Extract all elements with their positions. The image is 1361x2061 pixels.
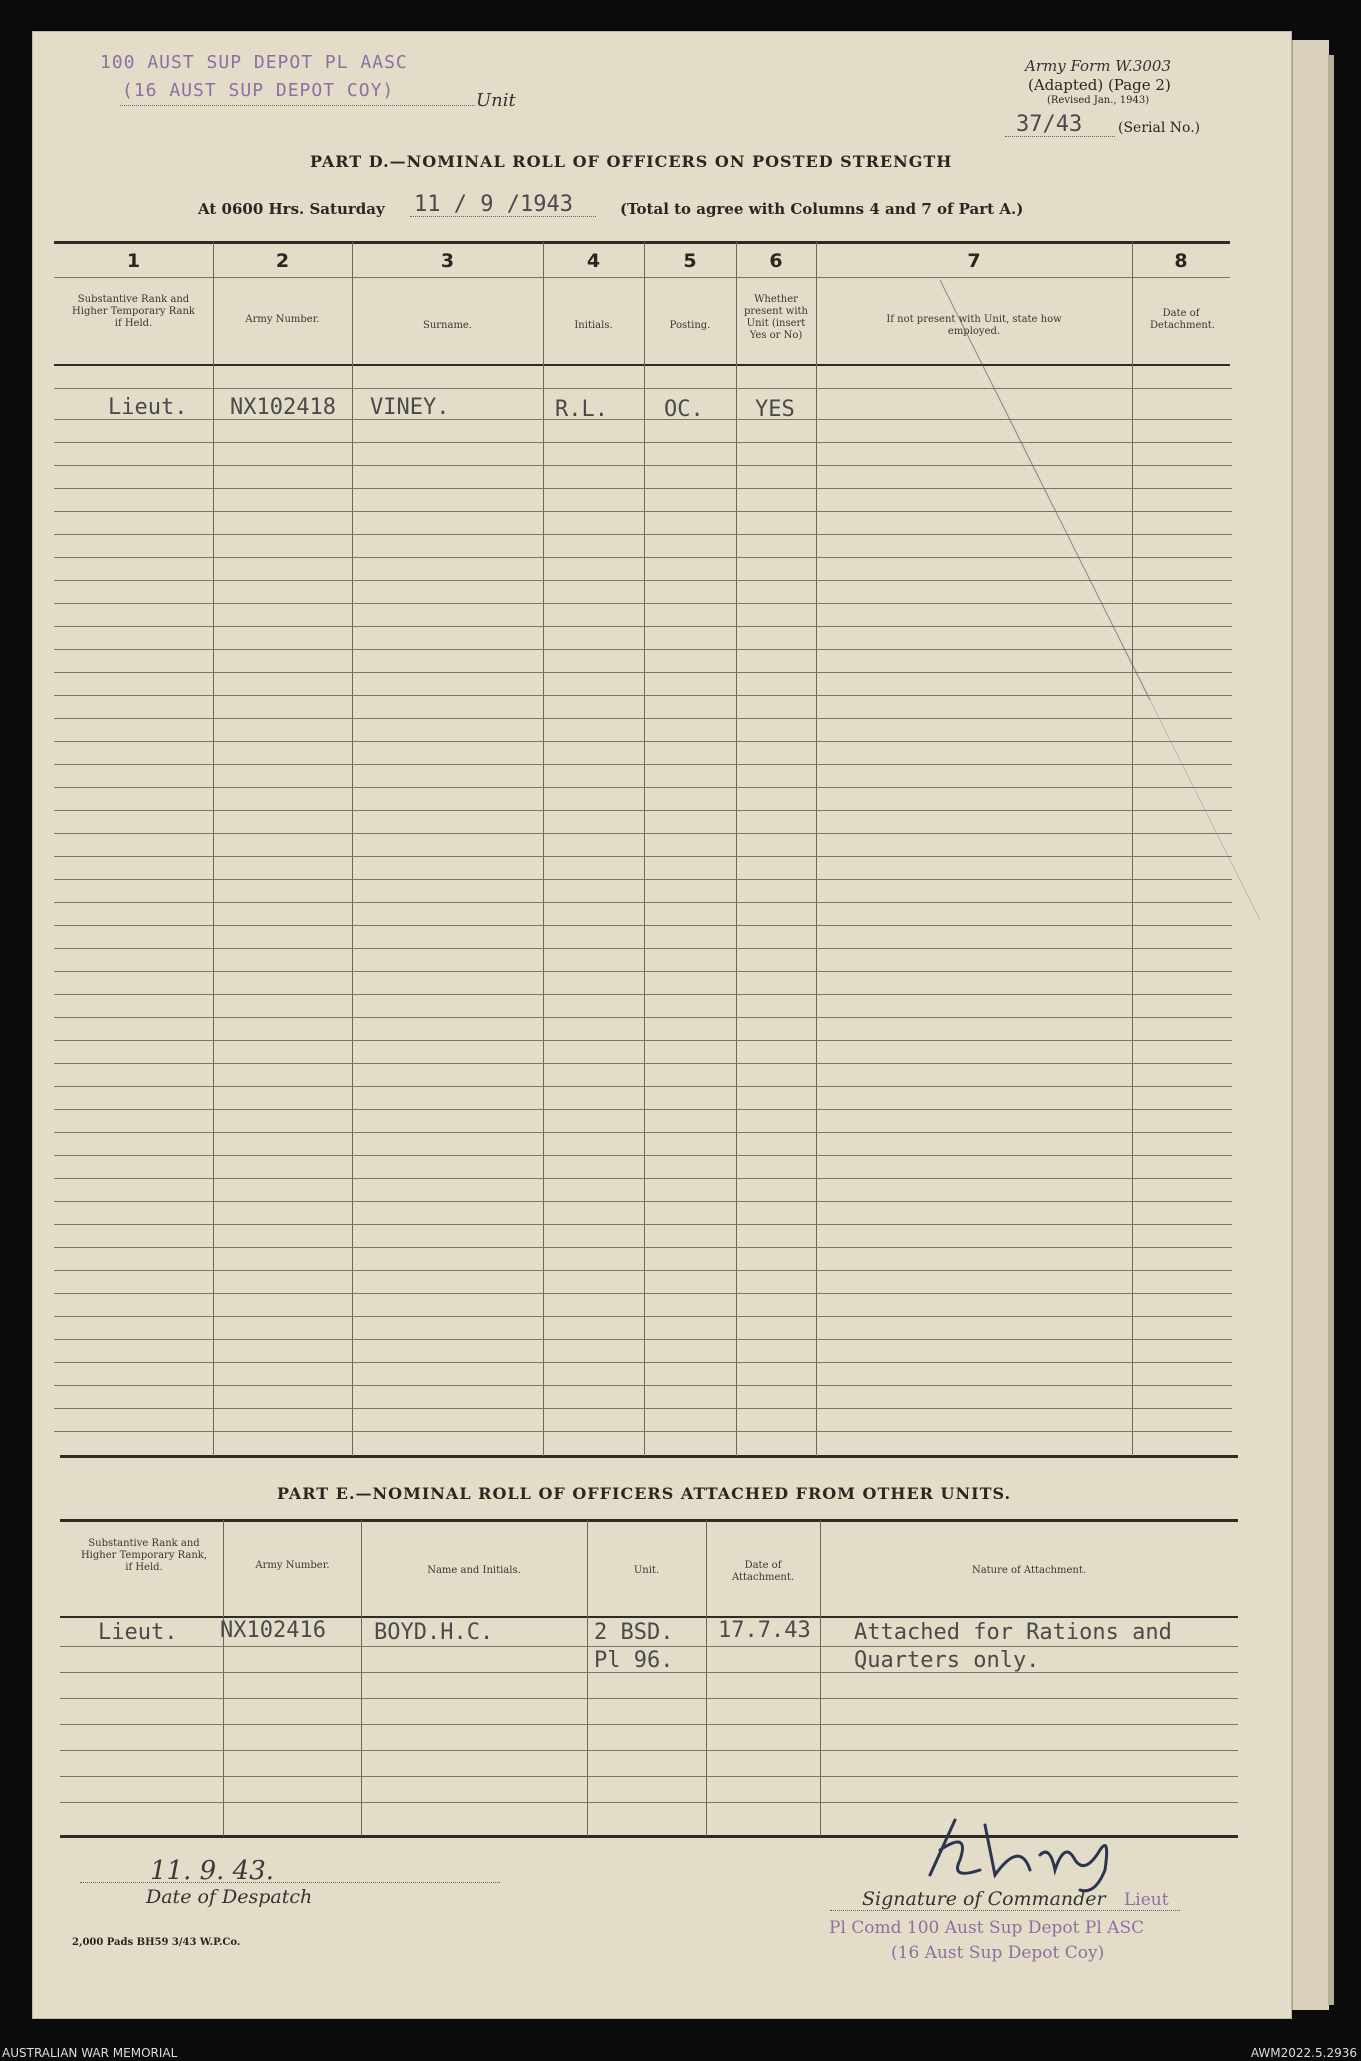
officer-rank: Lieut. xyxy=(108,395,188,420)
col-e-header-name: Name and Initials. xyxy=(427,1565,521,1576)
officer-initials: R.L. xyxy=(555,397,608,422)
attached-rank: Lieut. xyxy=(98,1620,178,1645)
officer-surname: VINEY. xyxy=(370,395,450,420)
table-e-top-border xyxy=(60,1519,1238,1522)
col-e-header-unit: Unit. xyxy=(633,1565,660,1576)
despatch-label: Date of Despatch xyxy=(146,1886,313,1908)
col-num: 1 xyxy=(126,250,141,272)
col-e-header-army-number: Army Number. xyxy=(255,1560,330,1571)
date-suffix: (Total to agree with Columns 4 and 7 of Part A.) xyxy=(620,200,1024,218)
col-num: 2 xyxy=(275,250,290,272)
attached-nature-line1: Attached for Rations and xyxy=(854,1620,1172,1645)
archive-caption-right: AWM2022.5.2936 xyxy=(1250,2046,1357,2060)
unit-stamp-line2: (16 AUST SUP DEPOT COY) xyxy=(122,80,395,101)
serial-number: 37/43 xyxy=(1016,112,1083,137)
col-num: 5 xyxy=(683,250,697,272)
officer-present: YES xyxy=(755,397,795,422)
col-e-header-nature: Nature of Attachment. xyxy=(971,1565,1087,1576)
col-num: 3 xyxy=(440,250,455,272)
officer-posting: OC. xyxy=(664,397,704,422)
form-number: Army Form W.3003 xyxy=(1025,57,1171,75)
col-num: 8 xyxy=(1174,250,1188,272)
col-header-posting: Posting. xyxy=(669,320,711,331)
attached-name: BOYD.H.C. xyxy=(374,1620,494,1645)
signature-label: Signature of Commander xyxy=(862,1888,1106,1910)
col-header-rank: Substantive Rank and Higher Temporary Rank if Held. xyxy=(72,294,195,329)
date-value: 11 / 9 /1943 xyxy=(414,192,573,217)
signature-rank-stamp: Lieut xyxy=(1124,1890,1169,1910)
attached-unit-line2: Pl 96. xyxy=(594,1648,674,1673)
commander-stamp-line1: Pl Comd 100 Aust Sup Depot Pl ASC xyxy=(829,1918,1145,1938)
col-e-divider xyxy=(223,1520,224,1836)
col-num: 4 xyxy=(586,250,601,272)
col-header-present: Whether present with Unit (insert Yes or No) xyxy=(743,294,808,341)
row-line xyxy=(60,1750,1238,1751)
unit-stamp-line1: 100 AUST SUP DEPOT PL AASC xyxy=(100,52,408,73)
signature-dotted-line xyxy=(830,1910,1180,1911)
officer-army-number: NX102418 xyxy=(230,395,336,420)
serial-label: (Serial No.) xyxy=(1118,120,1201,136)
col-header-detachment: Date of Detachment. xyxy=(1150,308,1215,331)
unit-label: Unit xyxy=(476,90,516,111)
commander-signature xyxy=(900,1800,1160,1900)
attached-unit-line1: 2 BSD. xyxy=(594,1620,674,1645)
row-line xyxy=(60,1724,1238,1725)
print-code: 2,000 Pads BH59 3/43 W.P.Co. xyxy=(72,1937,241,1948)
part-e-title: PART E.—NOMINAL ROLL OF OFFICERS ATTACHED FROM OTHER UNITS. xyxy=(277,1484,1012,1503)
row-line xyxy=(60,1698,1238,1699)
attached-date: 17.7.43 xyxy=(718,1618,811,1643)
attached-nature-line2: Quarters only. xyxy=(854,1648,1040,1673)
row-line xyxy=(60,1646,1238,1647)
col-header-employed: If not present with Unit, state how employed. xyxy=(886,314,1062,337)
attached-army-number: NX102416 xyxy=(220,1618,326,1643)
col-e-header-date: Date of Attachment. xyxy=(731,1560,795,1583)
row-line xyxy=(60,1776,1238,1777)
part-d-title: PART D.—NOMINAL ROLL OF OFFICERS ON POSTED STRENGTH xyxy=(310,152,953,171)
col-num: 6 xyxy=(769,250,783,272)
col-e-header-rank: Substantive Rank and Higher Temporary Rank, if Held. xyxy=(80,1538,208,1573)
col-num: 7 xyxy=(967,250,981,272)
despatch-dotted-line xyxy=(80,1882,500,1883)
col-e-divider xyxy=(706,1520,707,1836)
col-header-army-number: Army Number. xyxy=(245,314,320,325)
col-header-surname: Surname. xyxy=(422,320,473,331)
form-revised: (Revised Jan., 1943) xyxy=(1047,95,1150,106)
despatch-date-handwritten: 11. 9. 43. xyxy=(150,1856,275,1886)
form-adapted: (Adapted) (Page 2) xyxy=(1028,76,1171,94)
commander-stamp-line2: (16 Aust Sup Depot Coy) xyxy=(891,1943,1105,1963)
col-header-initials: Initials. xyxy=(574,320,613,331)
archive-caption-left: AUSTRALIAN WAR MEMORIAL xyxy=(2,2046,178,2060)
date-prefix: At 0600 Hrs. Saturday xyxy=(198,200,385,218)
